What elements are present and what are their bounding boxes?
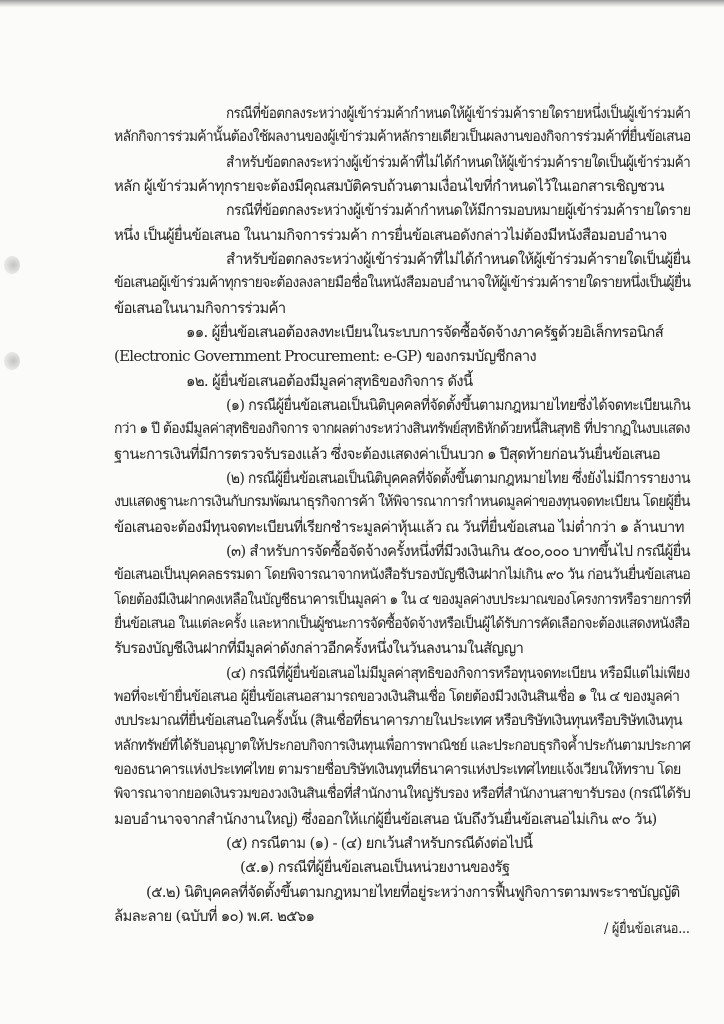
text-line: งบแสดงฐานะการเงินกับกรมพัฒนาธุรกิจการค้า ให้พิจารณาการกำหนดมูลค่าของทุนจดทะเบียน โดยผู้ยื่น	[114, 494, 690, 510]
text-line: โดยต้องมีเงินฝากคงเหลือในบัญชีธนาคารเป็นมูลค่า ๑ ใน ๔ ของมูลค่างบประมาณของโครงการหรือรายการที่	[114, 592, 691, 608]
text-line: ข้อเสนอจะต้องมีทุนจดทะเบียนที่เรียกชำระมูลค่าหุ้นแล้ว ณ วันที่ยื่นข้อเสนอ ไม่ต่ำกว่า ๑ ล้านบาท	[114, 518, 684, 536]
section-11-heading: ๑๑. ผู้ยื่นข้อเสนอต้องลงทะเบียนในระบบการจัดซื้อจัดจ้างภาครัฐด้วยอิเล็กทรอนิกส์	[186, 323, 664, 341]
text-line: (๔) กรณีที่ผู้ยื่นข้อเสนอไม่มีมูลค่าสุทธิของกิจการหรือทุนจดทะเบียน หรือมีแต่ไม่เพียง	[226, 664, 690, 682]
text-line: (๕.๑) กรณีที่ผู้ยื่นข้อเสนอเป็นหน่วยงานของรัฐ	[240, 858, 510, 876]
text-line: กรณีที่ข้อตกลงระหว่างผู้เข้าร่วมค้ากำหนดให้มีการมอบหมายผู้เข้าร่วมค้ารายใดราย	[226, 201, 691, 219]
text-line: (๑) กรณีผู้ยื่นข้อเสนอเป็นนิติบุคคลที่จัดตั้งขึ้นตามกฎหมายไทยซึ่งได้จดทะเบียนเกิน	[226, 396, 690, 414]
text-line: สำหรับข้อตกลงระหว่างผู้เข้าร่วมค้าที่ไม่ได้กำหนดให้ผู้เข้าร่วมค้ารายใดเป็นผู้ยื่น	[226, 250, 690, 268]
text-line: รับรองบัญชีเงินฝากที่มีมูลค่าดังกล่าวอีกครั้งหนึ่งในวันลงนามในสัญญา	[114, 639, 524, 657]
continuation-footer: / ผู้ยื่นข้อเสนอ...	[604, 921, 690, 937]
text-line: (๓) สำหรับการจัดซื้อจัดจ้างครั้งหนึ่งที่มีวงเงินเกิน ๕๐๐,๐๐๐ บาทขึ้นไป กรณีผู้ยื่น	[226, 542, 690, 560]
text-line: งบประมาณที่ยื่นข้อเสนอในครั้งนั้น (สินเชื่อที่ธนาคารภายในประเทศ หรือบริษัทเงินทุนหรือบริษัทเงินทุน	[114, 713, 682, 729]
text-line: มอบอำนาจจากสำนักงานใหญ่) ซึ่งออกให้แก่ผู้ยื่นข้อเสนอ นับถึงวันยื่นข้อเสนอไม่เกิน ๙๐ วัน)	[114, 810, 657, 828]
text-line: พิจารณาจากยอดเงินรวมของวงเงินสินเชื่อที่สำนักงานใหญ่รับรอง หรือที่สำนักงานสาขารับรอง (กรณีได้รับ	[114, 786, 691, 802]
text-line: ฐานะการเงินที่มีการตรวจรับรองแล้ว ซึ่งจะต้องแสดงค่าเป็นบวก ๑ ปีสุดท้ายก่อนวันยื่นข้อเสนอ	[114, 445, 661, 463]
section-12-heading: ๑๒. ผู้ยื่นข้อเสนอต้องมีมูลค่าสุทธิของกิจการ ดังนี้	[186, 372, 473, 390]
text-line: ของธนาคารแห่งประเทศไทย ตามรายชื่อบริษัทเงินทุนที่ธนาคารแห่งประเทศไทยแจ้งเวียนให้ทราบ โดย	[114, 762, 681, 778]
text-line: ล้มละลาย (ฉบับที่ ๑๐) พ.ศ. ๒๕๖๑	[114, 907, 315, 925]
text-line: สำหรับข้อตกลงระหว่างผู้เข้าร่วมค้าที่ไม่ได้กำหนดให้ผู้เข้าร่วมค้ารายใดเป็นผู้เข้าร่วมค้า	[226, 153, 691, 171]
text-line: พอที่จะเข้ายื่นข้อเสนอ ผู้ยื่นข้อเสนอสามารถขอวงเงินสินเชื่อ โดยต้องมีวงเงินสินเชื่อ ๑ ใน ๔ ของมูลค่า	[114, 689, 680, 705]
text-line: หลักกิจการร่วมค้านั้นต้องใช้ผลงานของผู้เข้าร่วมค้าหลักรายเดียวเป็นผลงานของกิจการร่วมค้าที่ยื่นข้อเสนอ	[114, 129, 691, 145]
text-line: ข้อเสนอผู้เข้าร่วมค้าทุกรายจะต้องลงลายมือชื่อในหนังสือมอบอำนาจให้ผู้เข้าร่วมค้ารายใดรายหนึ่งเป็นผู้ยื่น	[114, 275, 691, 291]
text-line: ยื่นข้อเสนอ ในแต่ละครั้ง และหากเป็นผู้ชนะการจัดซื้อจัดจ้างหรือเป็นผู้ได้รับการคัดเลือกจะต้องแสดงหนังสือ	[114, 616, 690, 632]
text-line: หลักทรัพย์ที่ได้รับอนุญาตให้ประกอบกิจการเงินทุนเพื่อการพาณิชย์ และประกอบธุรกิจค้ำประกันตามประกาศ	[114, 738, 690, 754]
text-line: หนึ่ง เป็นผู้ยื่นข้อเสนอ ในนามกิจการร่วมค้า การยื่นข้อเสนอดังกล่าวไม่ต้องมีหนังสือมอบอำนาจ	[114, 226, 667, 244]
text-line: ข้อเสนอในนามกิจการร่วมค้า	[114, 299, 286, 317]
text-line: หลัก ผู้เข้าร่วมค้าทุกรายจะต้องมีคุณสมบัติครบถ้วนตามเงื่อนไขที่กำหนดไว้ในเอกสารเชิญชวน	[114, 177, 664, 195]
text-line: ข้อเสนอเป็นบุคคลธรรมดา โดยพิจารณาจากหนังสือรับรองบัญชีเงินฝากไม่เกิน ๙๐ วัน ก่อนวันยื่นข้อเสนอ	[114, 567, 691, 583]
text-line: กรณีที่ข้อตกลงระหว่างผู้เข้าร่วมค้ากำหนดให้ผู้เข้าร่วมค้ารายใดรายหนึ่งเป็นผู้เข้าร่วมค้า	[226, 104, 691, 122]
text-line: (๕.๒) นิติบุคคลที่จัดตั้งขึ้นตามกฎหมายไทยที่อยู่ระหว่างการฟื้นฟูกิจการตามพระราชบัญญัติ	[146, 883, 680, 901]
text-line: (๒) กรณีผู้ยื่นข้อเสนอเป็นนิติบุคคลที่จัดตั้งขึ้นตามกฎหมายไทย ซึ่งยังไม่มีการรายงาน	[226, 469, 690, 487]
text-line: (Electronic Government Procurement: e-GP) ของกรมบัญชีกลาง	[114, 347, 537, 365]
text-line: (๕) กรณีตาม (๑) - (๔) ยกเว้นสำหรับกรณีดังต่อไปนี้	[226, 834, 533, 852]
text-line: กว่า ๑ ปี ต้องมีมูลค่าสุทธิของกิจการ จากผลต่างระหว่างสินทรัพย์สุทธิหักด้วยหนี้สินสุทธิ ที่ปรากฏในงบแสดง	[114, 421, 690, 437]
